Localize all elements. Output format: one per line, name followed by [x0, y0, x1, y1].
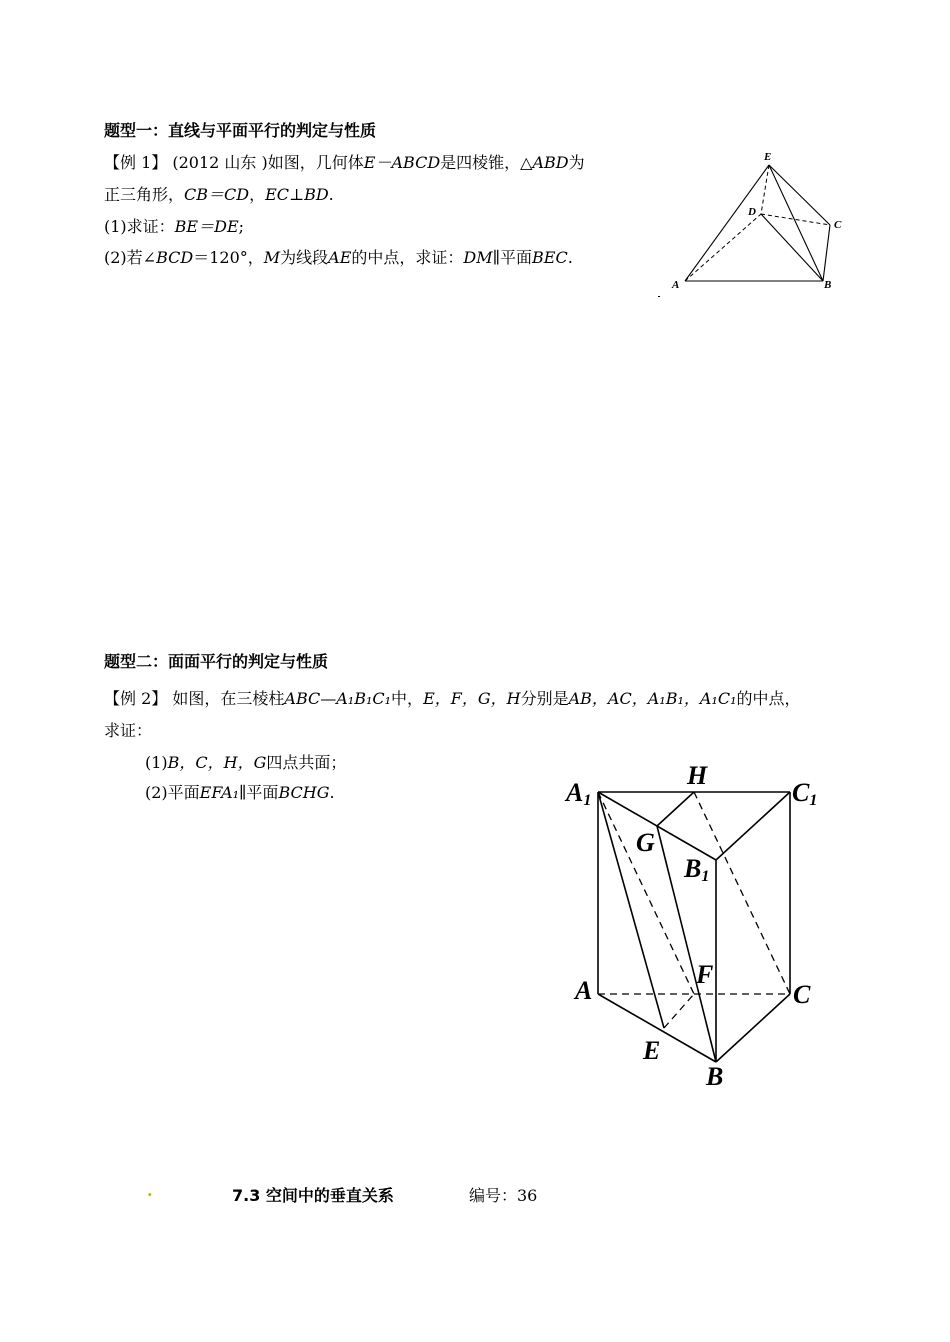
text-segment: 为	[568, 153, 585, 172]
edge-ED-hidden	[761, 165, 769, 214]
math-segment: E，F，G，H	[423, 689, 521, 708]
label-F: F	[696, 960, 714, 989]
edge-EC	[769, 165, 830, 225]
text-segment: ＝120°，	[193, 248, 264, 267]
example2-line1	[104, 686, 801, 709]
prism-figure	[560, 755, 840, 1095]
label-B: B	[706, 1062, 724, 1091]
text-segment: (1)求证：	[104, 217, 175, 236]
math-segment: CB＝CD	[184, 185, 250, 204]
math-segment: E－ABCD	[363, 153, 441, 172]
math-segment: AB，AC，A₁B₁，A₁C₁	[568, 689, 737, 708]
example1-source: (2012 山东 )	[172, 153, 268, 172]
label-H: H	[687, 761, 708, 790]
label-A1: A1	[566, 778, 592, 809]
text-segment: 中，	[391, 689, 424, 708]
math-segment: DM	[463, 248, 493, 267]
math-segment: BEC	[532, 248, 568, 267]
section1-heading: 题型一：直线与平面平行的判定与性质	[104, 121, 377, 140]
edge-EB	[769, 165, 823, 281]
text-segment: 正三角形，	[104, 185, 185, 204]
text-segment: 的中点，	[736, 689, 801, 708]
math-segment: ABD	[532, 153, 569, 172]
math-segment: ABC—A₁B₁C₁	[284, 689, 392, 708]
text-segment: 四点共面；	[266, 753, 347, 772]
example1-line1	[104, 150, 585, 173]
label-B: B	[824, 279, 832, 291]
edge-BC	[716, 994, 790, 1062]
text-segment: ∥平面	[239, 783, 279, 802]
text-segment: 如图，几何体	[267, 153, 364, 172]
text-segment: .	[328, 185, 334, 204]
text-segment: (2)若∠	[104, 248, 157, 267]
math-segment: AE	[328, 248, 352, 267]
example2-line2: 求证：	[104, 721, 153, 740]
chapter-title: 7.3 空间中的垂直关系	[232, 1186, 394, 1205]
pyramid-figure	[650, 145, 860, 305]
text-segment: .	[329, 783, 335, 802]
text-segment: (1)	[145, 753, 168, 772]
stray-mark	[658, 296, 660, 297]
text-segment: ∥平面	[492, 248, 533, 267]
edge-DC-hidden	[761, 214, 830, 225]
text-segment: ，	[249, 185, 266, 204]
label-E: E	[643, 1036, 661, 1065]
section2-heading: 题型二：面面平行的判定与性质	[104, 652, 329, 671]
label-A: A	[672, 279, 680, 291]
math-segment: M	[263, 248, 281, 267]
math-segment: BE＝DE	[174, 217, 239, 236]
text-segment: 是四棱锥，△	[440, 153, 533, 172]
example2-part1	[145, 750, 346, 773]
text-segment: 为线段	[280, 248, 329, 267]
chapter-number: 编号：36	[469, 1186, 538, 1205]
math-segment: B，C，H，G	[167, 753, 267, 772]
text-segment: 的中点，求证：	[351, 248, 464, 267]
text-segment: .	[567, 248, 573, 267]
label-G: G	[636, 828, 655, 857]
segment-BD-solid	[761, 214, 823, 281]
example1-tag: 【例 1】	[104, 153, 168, 172]
math-segment: EFA₁	[199, 783, 240, 802]
edge-EA	[685, 165, 769, 281]
text-segment: 分别是	[520, 689, 569, 708]
text-segment: 如图，在三棱柱	[172, 689, 285, 708]
math-segment: EC⊥BD	[265, 185, 329, 204]
label-C: C	[834, 219, 842, 231]
segment-EF-hidden	[664, 994, 694, 1028]
label-C: C	[793, 980, 811, 1009]
label-E: E	[764, 151, 772, 163]
label-A: A	[575, 976, 593, 1005]
text-segment: (2)平面	[145, 783, 200, 802]
edge-B1C1	[716, 792, 790, 860]
example1-part1	[104, 214, 244, 237]
example1-line2	[104, 182, 334, 205]
label-C1: C1	[792, 778, 818, 809]
example1-part2	[104, 245, 573, 268]
edge-BC	[823, 225, 830, 281]
label-B1: B1	[684, 854, 710, 885]
footer-dot: .	[147, 1181, 153, 1200]
segment-GH	[657, 792, 694, 826]
math-segment: BCHG	[278, 783, 330, 802]
label-D: D	[748, 206, 756, 218]
example2-part2	[145, 780, 335, 803]
edge-AD-hidden	[685, 214, 761, 281]
math-segment: BCD	[156, 248, 194, 267]
text-segment: ;	[238, 217, 245, 236]
example2-tag: 【例 2】	[104, 689, 168, 708]
